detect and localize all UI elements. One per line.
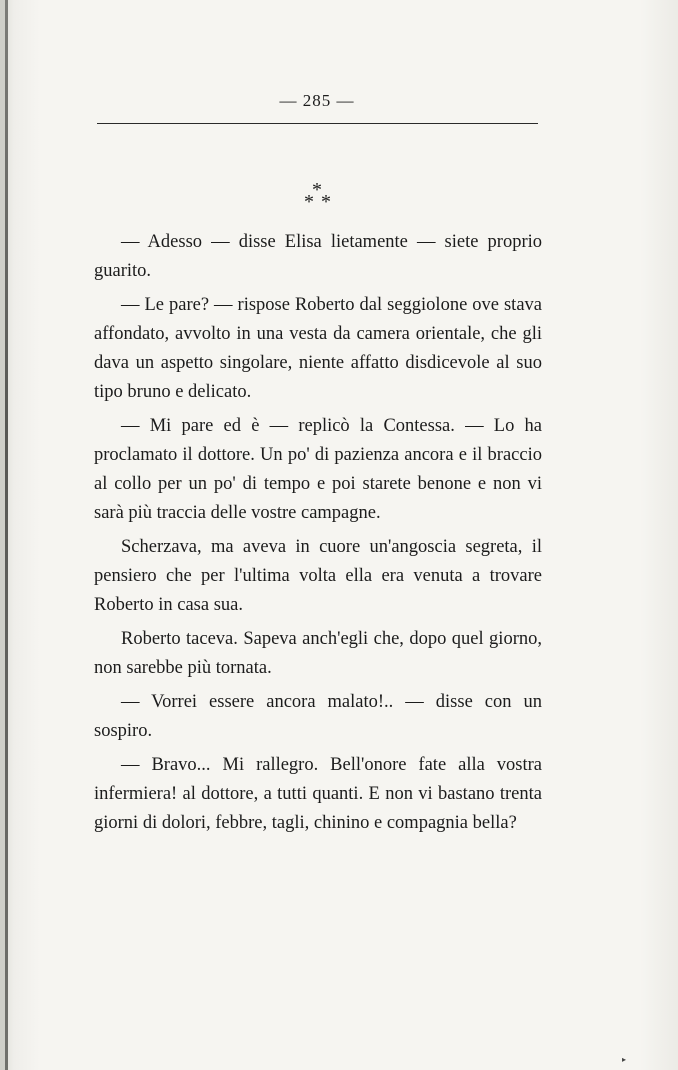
ink-speck: ▸ (621, 1055, 626, 1064)
asterism-star: * (312, 179, 322, 201)
paragraph: Scherzava, ma aveva in cuore un'angoscia segreta, il pensiero che per l'ultima volta ella era venuta a trovare Roberto in casa sua. (94, 537, 542, 615)
binding-edge (5, 0, 8, 1070)
paragraph: — Le pare? — rispose Roberto dal seggiolone ove stava affondato, avvolto in una vesta da camera orientale, che gli dava un aspetto singolare, niente affatto disdicevole al suo tipo bruno e delicato. (94, 295, 542, 402)
header-rule (97, 123, 538, 124)
paragraph: — Adesso — disse Elisa lietamente — siete proprio guarito. (94, 232, 542, 281)
paragraph: — Mi pare ed è — replicò la Contessa. — Lo ha proclamato il dottore. Un po' di pazienza ancora e il braccio al collo per un po' di tempo e poi starete benone e non vi sarà più traccia delle vostre campagne. (94, 416, 542, 523)
paragraph: — Vorrei essere ancora malato!.. — disse con un sospiro. (94, 692, 542, 741)
page-number: — 285 — (279, 91, 355, 110)
paragraph: — Bravo... Mi rallegro. Bell'onore fate alla vostra infermiera! al dottore, a tutti quanti. E non vi bastano trenta giorni di dolori, febbre, tagli, chinino e compagnia bella? (94, 755, 542, 833)
asterism-star: * (304, 191, 314, 213)
section-separator (288, 180, 348, 216)
body-text (94, 228, 542, 843)
asterism-star: * (321, 191, 331, 213)
paragraph: Roberto taceva. Sapeva anch'egli che, dopo quel giorno, non sarebbe più tornata. (94, 629, 542, 678)
